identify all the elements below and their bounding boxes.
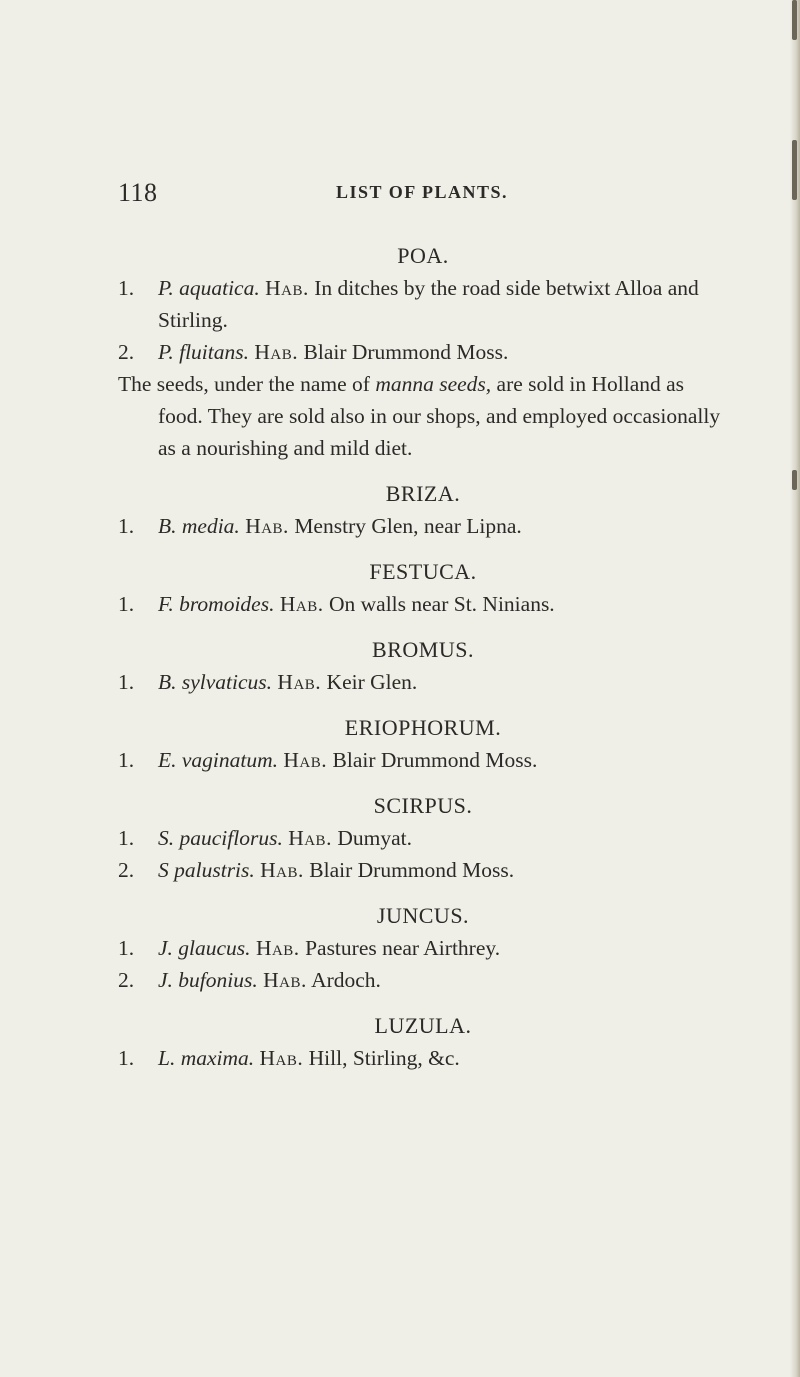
entry-number: 1. bbox=[118, 1046, 135, 1070]
species-note bbox=[118, 368, 728, 464]
species-name: P. aquatica. bbox=[158, 276, 260, 300]
habitat-label: Hab. bbox=[277, 670, 322, 694]
species-name: F. bromoides. bbox=[158, 592, 275, 616]
edge-mark bbox=[792, 470, 797, 490]
entry-number: 2. bbox=[118, 340, 135, 364]
entry-number: 1. bbox=[118, 936, 135, 960]
species-name: S palustris. bbox=[158, 858, 255, 882]
entry-number: 1. bbox=[118, 592, 135, 616]
habitat-label: Hab. bbox=[265, 276, 309, 300]
note-emphasis: manna seeds, bbox=[375, 372, 492, 396]
habitat-text: Keir Glen. bbox=[326, 670, 418, 694]
habitat-text: On walls near St. Ninians. bbox=[328, 592, 555, 616]
genus-heading: LUZULA. bbox=[374, 1013, 472, 1038]
habitat-label: Hab. bbox=[279, 592, 324, 616]
genus-heading: FESTUCA. bbox=[369, 559, 477, 584]
habitat-label: Hab. bbox=[255, 936, 300, 960]
species-entry bbox=[118, 272, 728, 336]
entry-number: 1. bbox=[118, 748, 135, 772]
edge-mark bbox=[792, 140, 797, 200]
habitat-text: Pastures near Airthrey. bbox=[305, 936, 501, 960]
habitat-text: Menstry Glen, near Lipna. bbox=[294, 514, 522, 538]
species-entry bbox=[118, 964, 728, 996]
habitat-text: Ardoch. bbox=[311, 968, 381, 992]
entry-number: 1. bbox=[118, 670, 135, 694]
species-name: E. vaginatum. bbox=[158, 748, 279, 772]
species-name: B. media. bbox=[158, 514, 240, 538]
species-name: S. pauciflorus. bbox=[158, 826, 283, 850]
entry-number: 1. bbox=[118, 276, 135, 300]
species-name: L. maxima. bbox=[158, 1046, 255, 1070]
genus-heading: POA. bbox=[397, 243, 449, 268]
genus-heading: ERIOPHORUM. bbox=[344, 715, 502, 740]
habitat-label: Hab. bbox=[283, 748, 328, 772]
species-entry bbox=[118, 854, 728, 886]
species-entry bbox=[118, 1042, 728, 1074]
habitat-text: In ditches by the road side betwixt Alloa and Stirling. bbox=[158, 276, 699, 332]
habitat-text: Blair Drummond Moss. bbox=[332, 748, 538, 772]
habitat-label: Hab. bbox=[260, 858, 304, 882]
page-header bbox=[118, 178, 718, 208]
entry-number: 2. bbox=[118, 858, 135, 882]
plant-list bbox=[118, 240, 728, 1074]
habitat-label: Hab. bbox=[254, 340, 299, 364]
habitat-text: Hill, Stirling, &c. bbox=[308, 1046, 460, 1070]
species-entry bbox=[118, 588, 728, 620]
note-text: are sold in Holland as food. They are sold also in our shops, and employed occasionally as a nourishing and mild diet. bbox=[158, 372, 721, 460]
species-entry bbox=[118, 666, 728, 698]
species-name: J. glaucus. bbox=[158, 936, 251, 960]
species-entry bbox=[118, 744, 728, 776]
entry-number: 2. bbox=[118, 968, 135, 992]
page-edge-shadow bbox=[790, 0, 800, 1377]
entry-number: 1. bbox=[118, 826, 135, 850]
species-entry bbox=[118, 932, 728, 964]
habitat-label: Hab. bbox=[263, 968, 307, 992]
habitat-label: Hab. bbox=[259, 1046, 304, 1070]
entry-number: 1. bbox=[118, 514, 135, 538]
genus-heading: BROMUS. bbox=[372, 637, 474, 662]
genus-heading: SCIRPUS. bbox=[373, 793, 473, 818]
habitat-label: Hab. bbox=[245, 514, 289, 538]
page-number: 118 bbox=[118, 178, 158, 207]
species-entry bbox=[118, 336, 728, 368]
species-name: P. fluitans. bbox=[158, 340, 249, 364]
genus-heading: JUNCUS. bbox=[376, 903, 470, 928]
genus-heading: BRIZA. bbox=[385, 481, 461, 506]
habitat-text: Blair Drummond Moss. bbox=[309, 858, 515, 882]
species-entry bbox=[118, 510, 728, 542]
species-name: B. sylvaticus. bbox=[158, 670, 273, 694]
edge-mark bbox=[792, 0, 797, 40]
species-entry bbox=[118, 822, 728, 854]
running-head: LIST OF PLANTS. bbox=[336, 182, 509, 202]
habitat-label: Hab. bbox=[288, 826, 332, 850]
habitat-text: Blair Drummond Moss. bbox=[303, 340, 509, 364]
habitat-text: Dumyat. bbox=[337, 826, 412, 850]
note-text: The seeds, under the name of bbox=[118, 372, 376, 396]
species-name: J. bufonius. bbox=[158, 968, 258, 992]
